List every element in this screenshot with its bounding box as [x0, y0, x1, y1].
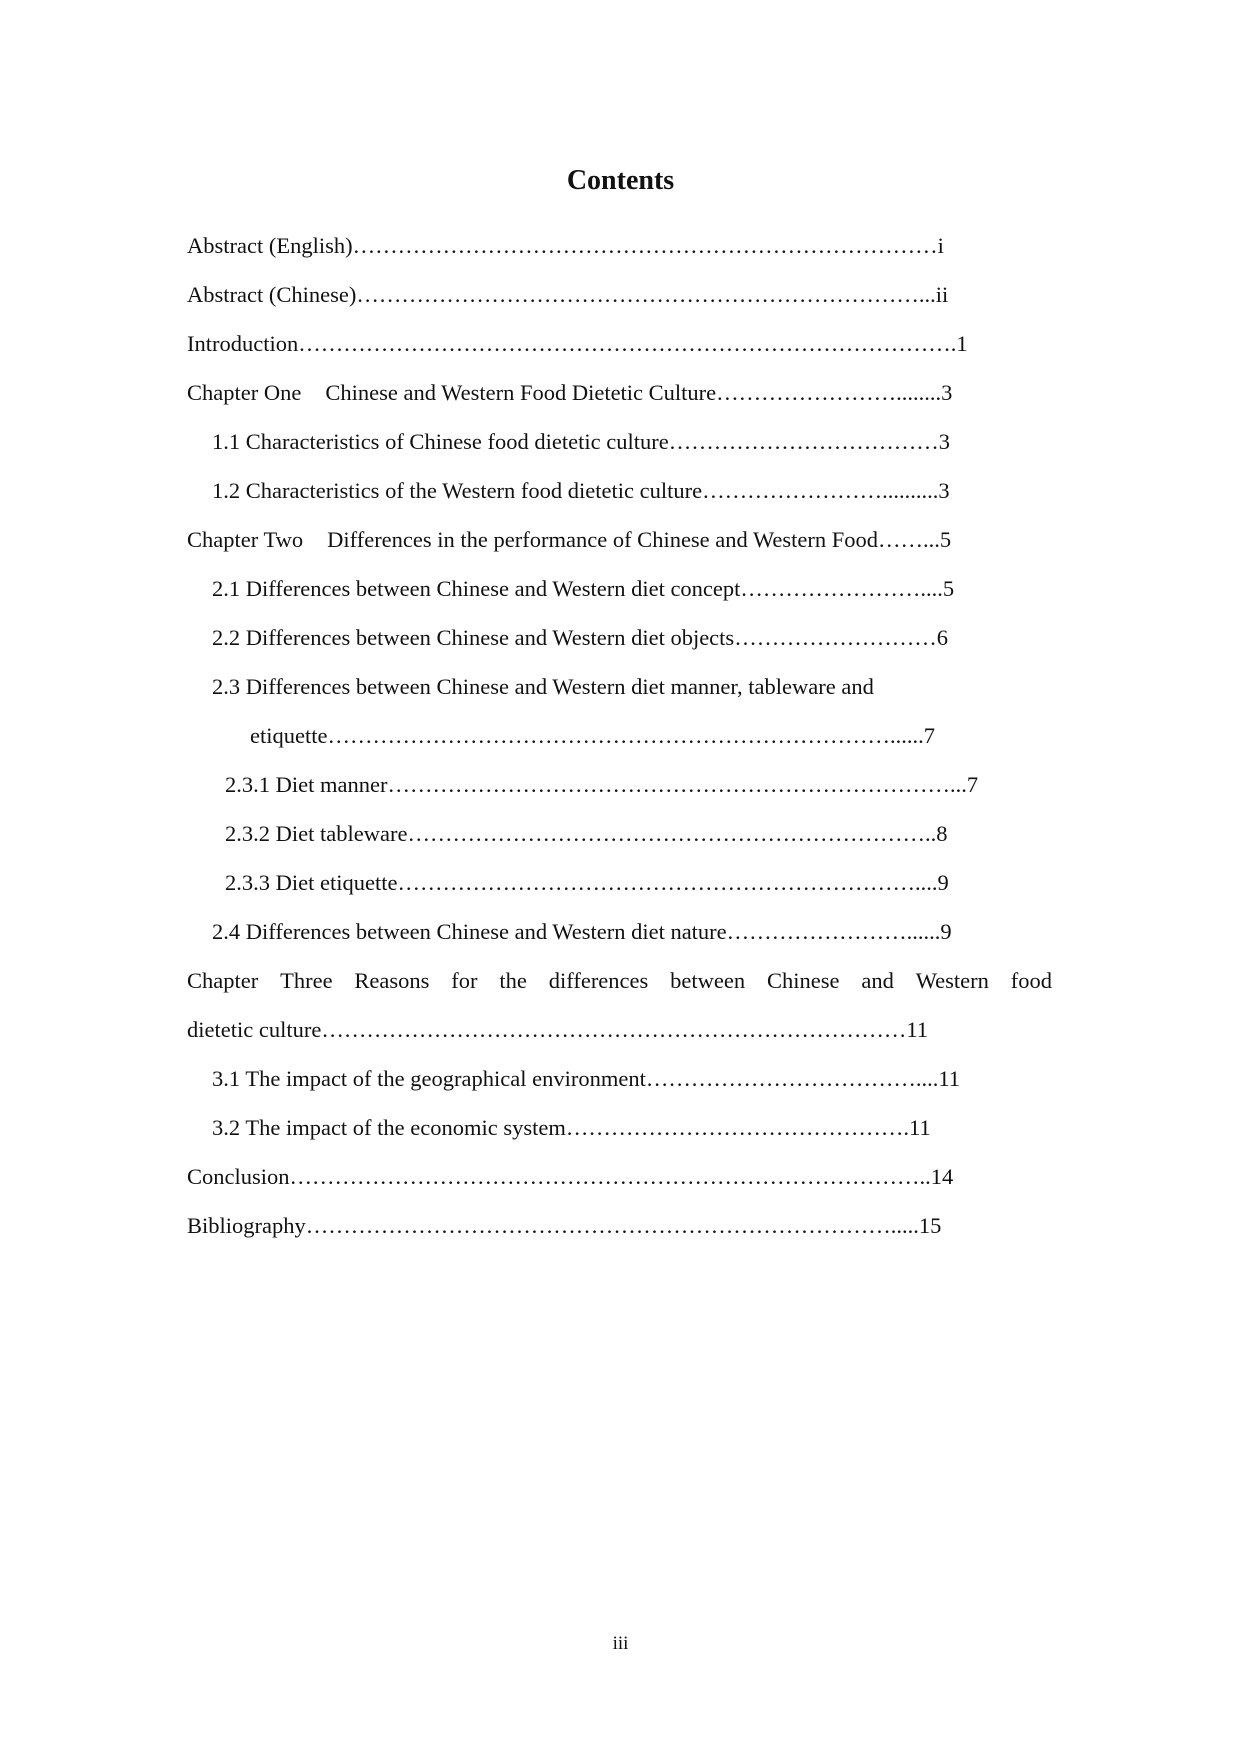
toc-leader-dots: …………………….......... — [702, 478, 939, 503]
toc-page-number: 3 — [941, 380, 953, 405]
toc-page-number: 3 — [938, 429, 950, 454]
toc-entry-section-2-3-3[interactable] — [187, 858, 1052, 907]
toc-leader-dots: …………………………………………………………………… — [321, 1017, 907, 1042]
toc-leader-dots: ……………………...... — [726, 919, 941, 944]
toc-entry-text: Chinese and Western Food Dietetic Culture — [325, 380, 717, 405]
toc-entry-bibliography[interactable] — [187, 1201, 1052, 1250]
toc-leader-dots: ……………………………………………………………………………. — [298, 331, 957, 356]
toc-entry-text: 2.4 Differences between Chinese and Western diet nature — [212, 919, 727, 944]
toc-leader-dots: …………………………………………………………….. — [407, 821, 937, 846]
toc-page-number: i — [937, 233, 944, 258]
toc-entry-conclusion[interactable] — [187, 1152, 1052, 1201]
toc-leader-dots: …………………………………………………………………… — [352, 233, 938, 258]
toc-entry-section-2-3-1[interactable] — [187, 760, 1052, 809]
toc-word: differences — [548, 968, 649, 993]
toc-leader-dots: ……………………… — [734, 625, 937, 650]
toc-leader-dots: ……………………………… — [668, 429, 939, 454]
toc-entry-abstract-english[interactable] — [187, 221, 1052, 270]
toc-page-number: 7 — [923, 723, 935, 748]
toc-entry-section-1-2[interactable] — [187, 466, 1052, 515]
toc-entry-text: Introduction — [187, 331, 299, 356]
toc-chapter-label: Chapter One — [187, 380, 302, 405]
toc-page-number: 8 — [936, 821, 948, 846]
toc-entry-chapter-two[interactable] — [187, 515, 1052, 564]
toc-chapter-label: Chapter Two — [187, 527, 304, 552]
toc-word: Chinese — [766, 968, 840, 993]
toc-page-number: 5 — [939, 527, 952, 552]
toc-page-number: 11 — [906, 1017, 928, 1042]
toc-word: Three — [280, 968, 333, 993]
toc-leader-dots: …………………………………………………………………... — [387, 772, 967, 797]
table-of-contents — [187, 221, 1052, 1250]
page-title: Contents — [566, 165, 675, 196]
toc-entry-section-2-3[interactable] — [187, 662, 1052, 711]
toc-leader-dots: ……………………………….... — [645, 1066, 939, 1091]
toc-entry-section-2-4[interactable] — [187, 907, 1052, 956]
toc-page-number: 5 — [942, 576, 955, 601]
toc-entry-text: 1.1 Characteristics of Chinese food dietetic culture — [212, 429, 669, 454]
toc-entry-text: Abstract (Chinese) — [187, 282, 357, 307]
toc-entry-text: etiquette — [250, 723, 328, 748]
toc-entry-introduction[interactable] — [187, 319, 1052, 368]
toc-entry-section-3-1[interactable] — [187, 1054, 1052, 1103]
toc-page-number: 7 — [966, 772, 979, 797]
toc-entry-text: Abstract (English) — [187, 233, 353, 258]
toc-page-number: 9 — [937, 870, 949, 895]
toc-word: and — [861, 968, 894, 993]
toc-entry-section-2-3-continuation[interactable] — [187, 711, 1052, 760]
toc-word: Chapter — [187, 968, 259, 993]
toc-entry-text: 2.3.3 Diet etiquette — [225, 870, 398, 895]
toc-entry-text: 2.3 Differences between Chinese and Western diet manner, tableware and — [212, 674, 874, 699]
page-footer-number: iii — [612, 1633, 629, 1654]
toc-page-number: 3 — [938, 478, 950, 503]
toc-entry-text: 2.3.1 Diet manner — [225, 772, 388, 797]
toc-leader-dots: …………………………………………………………….... — [397, 870, 938, 895]
toc-entry-chapter-three-continuation[interactable] — [187, 1005, 1052, 1054]
toc-page-number: 15 — [918, 1213, 942, 1238]
toc-entry-text: 1.2 Characteristics of the Western food dietetic culture — [212, 478, 703, 503]
toc-page-number: 14 — [930, 1164, 954, 1189]
toc-leader-dots: …………………………………………………………………...... — [327, 723, 924, 748]
toc-leader-dots: …………………………………………………………………... — [356, 282, 936, 307]
toc-page-number: 11 — [909, 1115, 931, 1140]
toc-word: Reasons — [354, 968, 430, 993]
toc-page-number: ii — [935, 282, 949, 307]
toc-word: for — [451, 968, 478, 993]
toc-entry-section-2-2[interactable] — [187, 613, 1052, 662]
toc-leader-dots: ………………………………………………………………………….. — [289, 1164, 931, 1189]
toc-page-number: 9 — [940, 919, 952, 944]
toc-entry-section-2-1[interactable] — [187, 564, 1052, 613]
toc-entry-text: 2.3.2 Diet tableware — [225, 821, 408, 846]
toc-entry-chapter-one[interactable] — [187, 368, 1052, 417]
toc-word: Western — [915, 968, 989, 993]
toc-word: food — [1010, 968, 1052, 993]
toc-word: the — [499, 968, 527, 993]
toc-leader-dots: ………………………………………. — [565, 1115, 909, 1140]
toc-entry-section-1-1[interactable] — [187, 417, 1052, 466]
toc-entry-text: 3.2 The impact of the economic system — [212, 1115, 566, 1140]
toc-entry-text: 2.2 Differences between Chinese and Western diet objects — [212, 625, 735, 650]
toc-entry-chapter-three[interactable] — [187, 956, 1052, 1005]
toc-entry-abstract-chinese[interactable] — [187, 270, 1052, 319]
toc-page-number: 11 — [938, 1066, 960, 1091]
toc-entry-text: dietetic culture — [187, 1017, 322, 1042]
toc-entry-section-3-2[interactable] — [187, 1103, 1052, 1152]
toc-leader-dots: ……... — [878, 527, 940, 552]
toc-page-number: 6 — [936, 625, 948, 650]
toc-entry-text: Bibliography — [187, 1213, 306, 1238]
toc-word: between — [670, 968, 746, 993]
toc-entry-text: 2.1 Differences between Chinese and Western diet concept — [212, 576, 741, 601]
toc-leader-dots: …………………….... — [740, 576, 943, 601]
toc-leader-dots: ……………………………………………………………………..... — [305, 1213, 919, 1238]
toc-leader-dots: ……………………........ — [716, 380, 942, 405]
toc-entry-section-2-3-2[interactable] — [187, 809, 1052, 858]
toc-page-number: 1 — [956, 331, 968, 356]
toc-entry-text: Differences in the performance of Chinese and Western Food — [327, 527, 879, 552]
toc-entry-text: 3.1 The impact of the geographical environment — [212, 1066, 646, 1091]
toc-entry-text: Conclusion — [187, 1164, 290, 1189]
